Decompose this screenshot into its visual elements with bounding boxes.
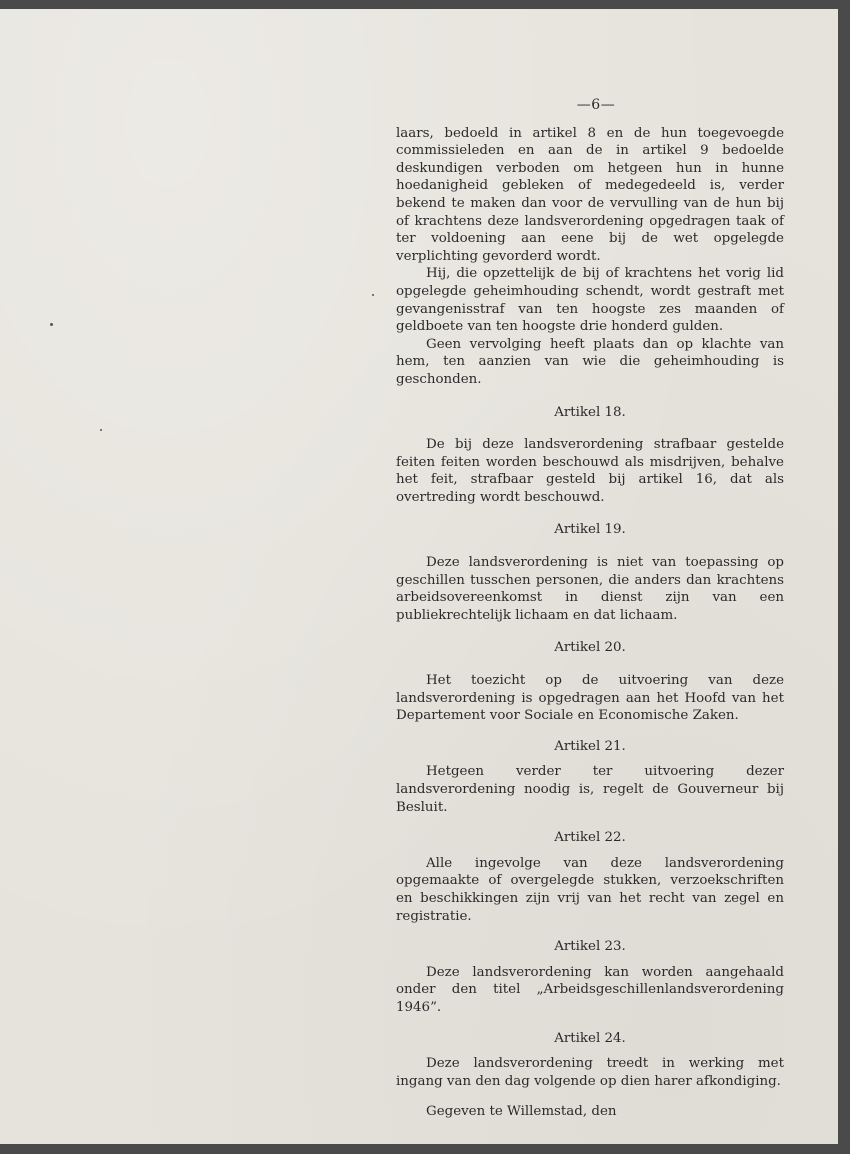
ink-speck [50, 323, 53, 326]
article-18-heading: Artikel 18. [554, 404, 626, 420]
article-19-text: Deze landsverordening is niet van toepassing op geschillen tusschen personen, die anders dan krachtens arbeidsovereenkomst in dienst zijn van een publiekrechtelijk lichaam en dat lichaam. [396, 555, 784, 623]
paragraph-penalty: Hij, die opzettelijk de bij of krachtens het vorig lid opgelegde geheimhouding schendt, wordt gestraft met gevangenisstraf van ten hoogste zes maanden of geldboete van ten hoogste drie honderd gulden. [396, 266, 784, 335]
ink-speck [100, 429, 102, 431]
article-21-text: Hetgeen verder ter uitvoering dezer landsverordening noodig is, regelt de Gouverneur bij Besluit. [396, 764, 784, 815]
article-22-text: Alle ingevolge van deze landsverordening opgemaakte of overgelegde stukken, verzoekschriften en beschikkingen zijn vrij van het recht van zegel en registratie. [396, 855, 784, 924]
document-page [0, 9, 838, 1144]
article-23-text: Deze landsverordening kan worden aangehaald onder den titel „Arbeidsgeschillenlandsverordening 1946”. [396, 964, 784, 1015]
article-19-heading: Artikel 19. [554, 522, 626, 538]
closing-line: Gegeven te Willemstad, den [426, 1104, 617, 1120]
article-18-text: De bij deze landsverordening strafbaar gestelde feiten feiten worden beschouwd als misdrijven, behalve het feit, strafbaar gesteld bij artikel 16, dat als overtreding wordt beschouwd. [396, 437, 784, 505]
article-22-heading: Artikel 22. [554, 830, 626, 846]
article-24-heading: Artikel 24. [554, 1030, 626, 1046]
ink-speck [372, 294, 374, 296]
article-20-heading: Artikel 20. [554, 640, 626, 656]
paragraph-prosecution: Geen vervolging heeft plaats dan op klachte van hem, ten aanzien van wie die geheimhouding is geschonden. [396, 336, 784, 387]
article-23-heading: Artikel 23. [554, 939, 626, 955]
page-number: —6— [576, 97, 616, 113]
article-24-text: Deze landsverordening treedt in werking met ingang van den dag volgende op dien harer afkondiging. [396, 1056, 784, 1089]
article-20-text: Het toezicht op de uitvoering van deze landsverordening is opgedragen aan het Hoofd van het Departement voor Sociale en Economische Zaken. [396, 673, 784, 724]
text-column [396, 97, 784, 1121]
paragraph-continuation: laars, bedoeld in artikel 8 en de hun toegevoegde commissieleden en aan de in artikel 9 bedoelde deskundigen verboden om hetgeen hun in hunne hoedanigheid gebleken of medegedeeld is, verder bekend te maken dan voor de vervulling van de hun bij of krachtens deze landsverordening opgedragen taak of ter voldoening aan eene bij de wet opgelegde verplichting gevorderd wordt. [396, 125, 784, 264]
article-21-heading: Artikel 21. [554, 738, 626, 754]
